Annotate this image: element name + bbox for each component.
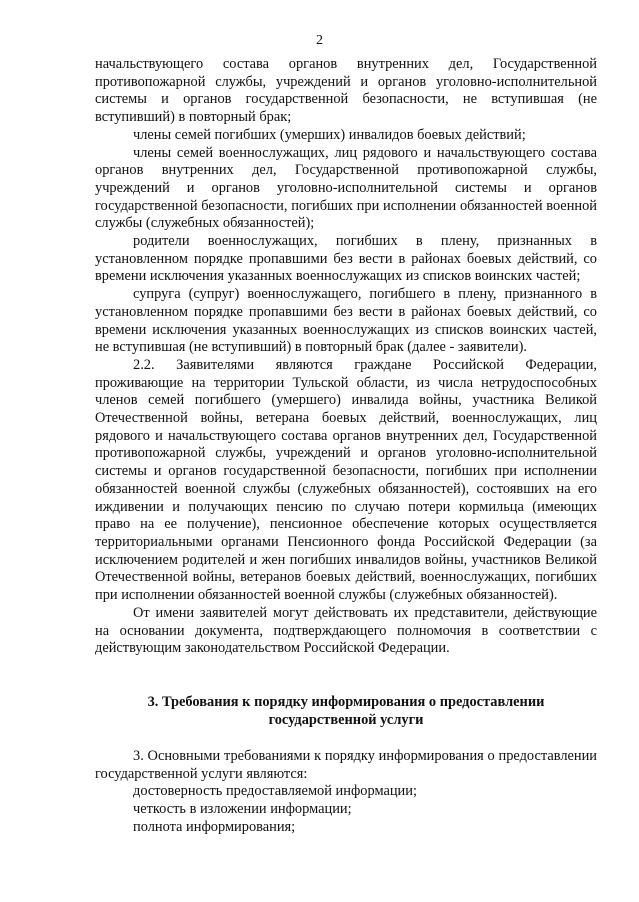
- list-item-completeness: полнота информирования;: [133, 818, 296, 835]
- section-3-body: [95, 748, 597, 837]
- list-item-clarity: четкость в изложении информации;: [133, 801, 352, 818]
- paragraph-3-intro: 3. Основными требованиями к порядку информирования о предоставлении государственной услуги являются:: [95, 748, 597, 782]
- section-3-heading-line1: 3. Требования к порядку информирования о предоставлении: [147, 694, 545, 710]
- paragraph-parents: родители военнослужащих, погибших в плену, признанных в установленном порядке пропавшими без вести в районах боевых действий, со времени исключения указанных военнослужащих из списков воинских частей;: [95, 233, 597, 285]
- page-number: 2: [316, 33, 323, 48]
- section-3-heading-line2: государственной услуги: [268, 711, 424, 728]
- paragraph-continuation: начальствующего состава органов внутренних дел, Государственной противопожарной службы, учреждений и органов уголовно-исполнительной системы и органов государственной безопасности, не вступившая (не вступивший) в повторный брак;: [95, 56, 597, 126]
- paragraph-servicemen-families: члены семей военнослужащих, лиц рядового и начальствующего состава органов внутренних дел, Государственной противопожарной службы, учреждений и органов уголовно-исполнительной системы и органов государственной безопасности, погибших при исполнении обязанностей военной службы (служебных обязанностей);: [95, 144, 597, 232]
- paragraph-invalid-families: члены семей погибших (умерших) инвалидов боевых действий;: [133, 126, 526, 143]
- document-body: [95, 56, 597, 658]
- paragraph-2-2: 2.2. Заявителями являются граждане Российской Федерации, проживающие на территории Тульской области, из числа нетрудоспособных членов семей погибшего (умершего) инвалида войны, участника Великой Отечественной войны, ветерана боевых действий, военнослужащих, лиц рядового и начальствующего состава органов внутренних дел, Государственной противопожарной службы, учреждений и органов уголовно-исполнительной системы и органов государственной безопасности, погибших при исполнении обязанностей военной службы (служебных обязанностей), состоявших на его иждивении и получающих пенсию по случаю потери кормильца (имеющих право на ее получение), пенсионное обеспечение которых осуществляется территориальными органами Пенсионного фонда Российской Федерации (за исключением родителей и жен погибших инвалидов войны, участников Великой Отечественной войны, ветеранов боевых действий, военнослужащих, погибших при исполнении обязанностей военной службы (служебных обязанностей).: [95, 356, 597, 604]
- section-3-heading: [95, 694, 597, 729]
- list-item-reliability: достоверность предоставляемой информации;: [133, 783, 417, 800]
- paragraph-representatives: От имени заявителей могут действовать их представители, действующие на основании документа, подтверждающего полномочия в соответствии с действующим законодательством Российской Федерации.: [95, 604, 597, 657]
- paragraph-spouse: супруга (супруг) военнослужащего, погибшего в плену, признанного в установленном порядке пропавшими без вести в районах боевых действий, со времени исключения указанных военнослужащих из списков воинских частей, не вступившая (не вступивший) в повторный брак (далее - заявители).: [95, 286, 597, 356]
